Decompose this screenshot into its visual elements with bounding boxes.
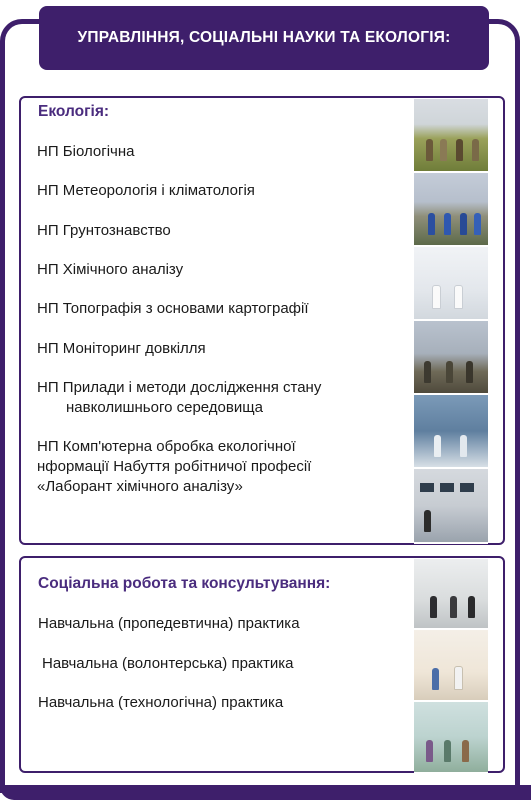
ecology-photo-strip bbox=[414, 99, 488, 544]
computer-lab-photo bbox=[414, 469, 488, 544]
ecology-title: Екологія: bbox=[38, 103, 110, 120]
meteorology-photo bbox=[414, 173, 488, 247]
ecology-item-biology: НП Біологічна bbox=[37, 143, 135, 160]
social-work-title: Соціальна робота та консультування: bbox=[38, 575, 331, 592]
ecology-item-computer-line3: «Лаборант хімічного аналізу» bbox=[37, 478, 243, 495]
ecology-item-chemical-analysis: НП Хімічного аналізу bbox=[37, 261, 184, 278]
laboratory-photo bbox=[414, 247, 488, 321]
consultation-photo bbox=[414, 559, 488, 630]
social-item-volunteer: Навчальна (волонтерська) практика bbox=[42, 655, 294, 672]
field-biology-photo bbox=[414, 99, 488, 173]
ecology-item-instruments-line2: навколишнього середовища bbox=[66, 399, 263, 416]
social-item-propaedeutic: Навчальна (пропедевтична) практика bbox=[38, 615, 300, 632]
frame-bottom-bar bbox=[0, 785, 531, 800]
page-title: УПРАВЛІННЯ, СОЦІАЛЬНІ НАУКИ ТА ЕКОЛОГІЯ: bbox=[77, 29, 451, 46]
ecology-item-topography: НП Топографія з основами картографії bbox=[37, 300, 309, 317]
social-photo-strip bbox=[414, 559, 488, 774]
field-monitoring-photo bbox=[414, 321, 488, 395]
group-session-photo bbox=[414, 702, 488, 774]
ecology-item-computer-line1: НП Комп'ютерна обробка екологічної bbox=[37, 438, 296, 455]
page-header bbox=[39, 6, 489, 70]
instrument-lab-photo bbox=[414, 395, 488, 469]
social-item-technological: Навчальна (технологічна) практика bbox=[38, 694, 284, 711]
ecology-item-instruments-line1: НП Прилади і методи дослідження стану bbox=[37, 379, 322, 396]
volunteer-photo bbox=[414, 630, 488, 702]
ecology-item-meteorology: НП Метеорологія і кліматологія bbox=[37, 182, 255, 199]
ecology-item-monitoring: НП Моніторинг довкілля bbox=[37, 340, 206, 357]
ecology-item-soil-science: НП Грунтознавство bbox=[37, 222, 171, 239]
ecology-item-computer-line2: нформації Набуття робітничої професії bbox=[37, 458, 312, 475]
